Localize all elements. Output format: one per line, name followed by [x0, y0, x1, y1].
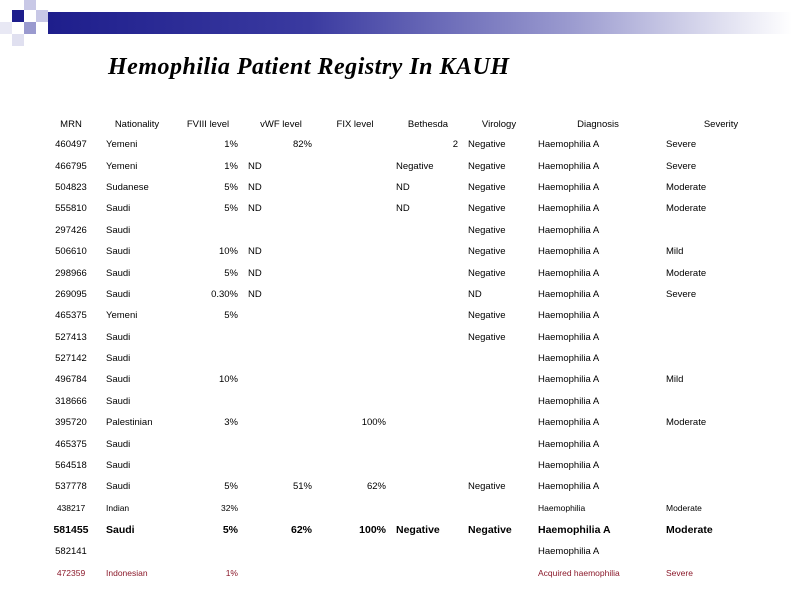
- fviii-cell: 5%: [224, 481, 238, 493]
- mrn-cell: 269095: [55, 288, 87, 300]
- diagnosis-cell: Haemophilia A: [538, 395, 600, 407]
- fix-cell: [318, 348, 392, 369]
- bethesda-cell: [392, 327, 464, 348]
- diagnosis-cell: Haemophilia A: [538, 203, 600, 215]
- page-title: Hemophilia Patient Registry In KAUH: [108, 54, 510, 80]
- fix-cell: [318, 177, 392, 198]
- fix-cell: [318, 220, 392, 241]
- nationality-cell: Saudi: [106, 331, 131, 343]
- nationality-cell: Saudi: [106, 374, 131, 386]
- severity-cell: [662, 391, 780, 412]
- mrn-cell: 527413: [55, 331, 87, 343]
- vwf-cell: ND: [248, 160, 262, 172]
- fviii-cell: 3%: [224, 417, 238, 429]
- severity-cell: [662, 220, 780, 241]
- table-row: [40, 391, 780, 412]
- mrn-cell: 555810: [55, 203, 87, 215]
- diagnosis-cell: Haemophilia A: [538, 545, 600, 557]
- table-row: [40, 562, 780, 583]
- nationality-cell: Saudi: [106, 203, 131, 215]
- vwf-cell: [244, 305, 318, 326]
- severity-cell: Mild: [666, 246, 684, 258]
- severity-cell: [662, 433, 780, 454]
- diagnosis-cell: Haemophilia A: [538, 267, 600, 279]
- table-row: [40, 369, 780, 390]
- vwf-cell: [244, 369, 318, 390]
- vwf-cell: [244, 540, 318, 561]
- fix-cell: [318, 305, 392, 326]
- mrn-cell: 582141: [55, 545, 87, 557]
- fix-cell: [318, 498, 392, 519]
- severity-cell: Moderate: [666, 203, 707, 215]
- mrn-cell: 527142: [55, 353, 87, 365]
- diagnosis-cell: Haemophilia A: [538, 160, 600, 172]
- bethesda-cell: Negative: [396, 160, 434, 172]
- nationality-cell: Sudanese: [106, 181, 149, 193]
- fix-cell: [318, 455, 392, 476]
- mrn-cell: 537778: [55, 481, 87, 493]
- diagnosis-cell: Haemophilia A: [538, 460, 600, 472]
- fviii-cell: [172, 433, 244, 454]
- fix-cell: [318, 327, 392, 348]
- fviii-cell: [172, 220, 244, 241]
- severity-cell: [662, 455, 780, 476]
- vwf-cell: ND: [248, 203, 262, 215]
- vwf-cell: ND: [248, 246, 262, 258]
- diagnosis-cell: Haemophilia A: [538, 224, 600, 236]
- header-gradient-bar: [48, 12, 792, 34]
- virology-cell: [464, 433, 534, 454]
- severity-cell: Moderate: [666, 181, 707, 193]
- table-row: [40, 498, 780, 519]
- fix-cell: [318, 391, 392, 412]
- fix-cell: 62%: [366, 481, 386, 493]
- bethesda-cell: [392, 220, 464, 241]
- nationality-cell: Yemeni: [106, 139, 138, 151]
- nationality-cell: Saudi: [106, 224, 131, 236]
- vwf-cell: [244, 220, 318, 241]
- virology-cell: Negative: [468, 267, 506, 279]
- fix-cell: [318, 241, 392, 262]
- vwf-cell: [244, 348, 318, 369]
- vwf-cell: [244, 327, 318, 348]
- fviii-cell: 0.30%: [211, 288, 238, 300]
- severity-cell: Moderate: [666, 417, 707, 429]
- header-fviii-level: FVIII level: [186, 118, 230, 130]
- mrn-cell: 564518: [55, 460, 87, 472]
- vwf-cell: [244, 562, 318, 583]
- severity-cell: Moderate: [666, 267, 707, 279]
- mrn-cell: 496784: [55, 374, 87, 386]
- table-row: [40, 155, 780, 176]
- header-mrn: MRN: [60, 118, 82, 130]
- virology-cell: [464, 455, 534, 476]
- nationality-cell: Saudi: [106, 438, 131, 450]
- fix-cell: 100%: [361, 417, 386, 429]
- fviii-cell: 1%: [225, 567, 238, 578]
- table-row: [40, 262, 780, 283]
- fviii-cell: 5%: [224, 181, 238, 193]
- fviii-cell: 5%: [222, 523, 238, 536]
- vwf-cell: [244, 391, 318, 412]
- severity-cell: Severe: [666, 139, 697, 151]
- severity-cell: Moderate: [666, 523, 713, 536]
- mrn-cell: 472359: [56, 567, 86, 578]
- fviii-cell: 10%: [218, 374, 238, 386]
- diagnosis-cell: Haemophilia A: [538, 246, 600, 258]
- bethesda-cell: [392, 562, 464, 583]
- severity-cell: Severe: [666, 288, 697, 300]
- fviii-cell: [172, 391, 244, 412]
- diagnosis-cell: Acquired haemophilia: [538, 567, 620, 578]
- fviii-cell: 5%: [224, 267, 238, 279]
- table-row: [40, 519, 780, 540]
- diagnosis-cell: Haemophilia A: [538, 310, 600, 322]
- vwf-cell: [244, 498, 318, 519]
- bethesda-cell: [392, 455, 464, 476]
- nationality-cell: Saudi: [106, 353, 131, 365]
- table-row: [40, 177, 780, 198]
- bethesda-cell: [392, 348, 464, 369]
- diagnosis-cell: Haemophilia A: [538, 331, 600, 343]
- nationality-cell: Saudi: [106, 460, 131, 472]
- registry-table: [40, 114, 780, 583]
- fviii-cell: [172, 455, 244, 476]
- diagnosis-cell: Haemophilia A: [538, 417, 600, 429]
- severity-cell: Severe: [666, 160, 697, 172]
- header-severity: Severity: [703, 118, 739, 130]
- bethesda-cell: [392, 305, 464, 326]
- bethesda-cell: ND: [396, 181, 410, 193]
- fix-cell: [318, 134, 392, 155]
- vwf-cell: ND: [248, 181, 262, 193]
- vwf-cell: [244, 433, 318, 454]
- severity-cell: Mild: [666, 374, 684, 386]
- bethesda-cell: [392, 476, 464, 497]
- virology-cell: Negative: [468, 203, 506, 215]
- diagnosis-cell: Haemophilia A: [538, 438, 600, 450]
- diagnosis-cell: Haemophilia A: [538, 374, 600, 386]
- virology-cell: ND: [468, 288, 482, 300]
- severity-cell: [662, 327, 780, 348]
- vwf-cell: [244, 455, 318, 476]
- header-diagnosis: Diagnosis: [577, 118, 619, 130]
- vwf-cell: 82%: [292, 139, 312, 151]
- virology-cell: [464, 348, 534, 369]
- mrn-cell: 318666: [55, 395, 87, 407]
- virology-cell: Negative: [468, 181, 506, 193]
- bethesda-cell: [392, 241, 464, 262]
- nationality-cell: Saudi: [106, 523, 135, 536]
- table-row: [40, 284, 780, 305]
- table-row: [40, 220, 780, 241]
- nationality-cell: Saudi: [106, 267, 131, 279]
- nationality-cell: Indonesian: [106, 567, 148, 578]
- mrn-cell: 581455: [53, 523, 89, 536]
- table-header-row: [40, 114, 780, 134]
- table-row: [40, 327, 780, 348]
- header-virology: Virology: [481, 118, 517, 130]
- header-vwf-level: vWF level: [260, 118, 302, 130]
- bethesda-cell: [392, 498, 464, 519]
- mrn-cell: 506610: [55, 246, 87, 258]
- virology-cell: [464, 562, 534, 583]
- virology-cell: [464, 412, 534, 433]
- virology-cell: [464, 498, 534, 519]
- bethesda-cell: [392, 540, 464, 561]
- vwf-cell: ND: [248, 288, 262, 300]
- mrn-cell: 460497: [55, 139, 87, 151]
- bethesda-cell: [392, 369, 464, 390]
- severity-cell: Severe: [666, 567, 693, 578]
- table-row: [40, 476, 780, 497]
- header-fix-level: FIX level: [336, 118, 374, 130]
- fviii-cell: 10%: [218, 246, 238, 258]
- table-row: [40, 348, 780, 369]
- virology-cell: Negative: [468, 331, 506, 343]
- bethesda-cell: [392, 284, 464, 305]
- severity-cell: [662, 476, 780, 497]
- fviii-cell: 1%: [224, 139, 238, 151]
- diagnosis-cell: Haemophilia: [538, 503, 586, 514]
- fviii-cell: 5%: [224, 310, 238, 322]
- fix-cell: [318, 562, 392, 583]
- virology-cell: Negative: [468, 481, 506, 493]
- fix-cell: [318, 433, 392, 454]
- diagnosis-cell: Haemophilia A: [538, 181, 600, 193]
- severity-cell: [662, 305, 780, 326]
- virology-cell: [464, 369, 534, 390]
- nationality-cell: Yemeni: [106, 160, 138, 172]
- severity-cell: Moderate: [666, 503, 702, 514]
- vwf-cell: 62%: [290, 523, 312, 536]
- virology-cell: Negative: [468, 310, 506, 322]
- mrn-cell: 465375: [55, 438, 87, 450]
- table-row: [40, 412, 780, 433]
- fviii-cell: 5%: [224, 203, 238, 215]
- virology-cell: Negative: [468, 139, 506, 151]
- bethesda-cell: ND: [396, 203, 410, 215]
- virology-cell: Negative: [468, 160, 506, 172]
- bethesda-cell: [392, 433, 464, 454]
- mrn-cell: 297426: [55, 224, 87, 236]
- bethesda-cell: [392, 262, 464, 283]
- table-row: [40, 433, 780, 454]
- fviii-cell: [172, 327, 244, 348]
- fix-cell: [318, 284, 392, 305]
- bethesda-cell: 2: [452, 139, 458, 151]
- diagnosis-cell: Haemophilia A: [538, 353, 600, 365]
- nationality-cell: Saudi: [106, 246, 131, 258]
- fviii-cell: 32%: [220, 503, 238, 514]
- fviii-cell: 1%: [224, 160, 238, 172]
- nationality-cell: [102, 540, 172, 561]
- nationality-cell: Palestinian: [106, 417, 153, 429]
- mrn-cell: 438217: [56, 503, 86, 514]
- diagnosis-cell: Haemophilia A: [538, 139, 600, 151]
- bethesda-cell: [392, 391, 464, 412]
- fviii-cell: [172, 348, 244, 369]
- fix-cell: [318, 540, 392, 561]
- table-row: [40, 198, 780, 219]
- nationality-cell: Saudi: [106, 288, 131, 300]
- diagnosis-cell: Haemophilia A: [538, 288, 600, 300]
- virology-cell: [464, 391, 534, 412]
- table-row: [40, 455, 780, 476]
- virology-cell: Negative: [468, 523, 512, 536]
- table-row: [40, 134, 780, 155]
- severity-cell: [662, 348, 780, 369]
- virology-cell: [464, 540, 534, 561]
- table-row: [40, 241, 780, 262]
- table-row: [40, 540, 780, 561]
- diagnosis-cell: Haemophilia A: [538, 481, 600, 493]
- fix-cell: [318, 262, 392, 283]
- nationality-cell: Saudi: [106, 395, 131, 407]
- nationality-cell: Indian: [106, 503, 130, 514]
- vwf-cell: [244, 412, 318, 433]
- vwf-cell: ND: [248, 267, 262, 279]
- header-nationality: Nationality: [114, 118, 160, 130]
- fix-cell: [318, 369, 392, 390]
- table-row: [40, 305, 780, 326]
- mrn-cell: 504823: [55, 181, 87, 193]
- fix-cell: 100%: [359, 523, 386, 536]
- fix-cell: [318, 198, 392, 219]
- virology-cell: Negative: [468, 246, 506, 258]
- severity-cell: [662, 540, 780, 561]
- virology-cell: Negative: [468, 224, 506, 236]
- vwf-cell: 51%: [292, 481, 312, 493]
- fix-cell: [318, 155, 392, 176]
- diagnosis-cell: Haemophilia A: [538, 523, 611, 536]
- bethesda-cell: Negative: [396, 523, 440, 536]
- nationality-cell: Saudi: [106, 481, 131, 493]
- mrn-cell: 298966: [55, 267, 87, 279]
- bethesda-cell: [392, 412, 464, 433]
- mrn-cell: 395720: [55, 417, 87, 429]
- nationality-cell: Yemeni: [106, 310, 138, 322]
- header-bethesda: Bethesda: [407, 118, 449, 130]
- mrn-cell: 466795: [55, 160, 87, 172]
- mrn-cell: 465375: [55, 310, 87, 322]
- fviii-cell: [172, 540, 244, 561]
